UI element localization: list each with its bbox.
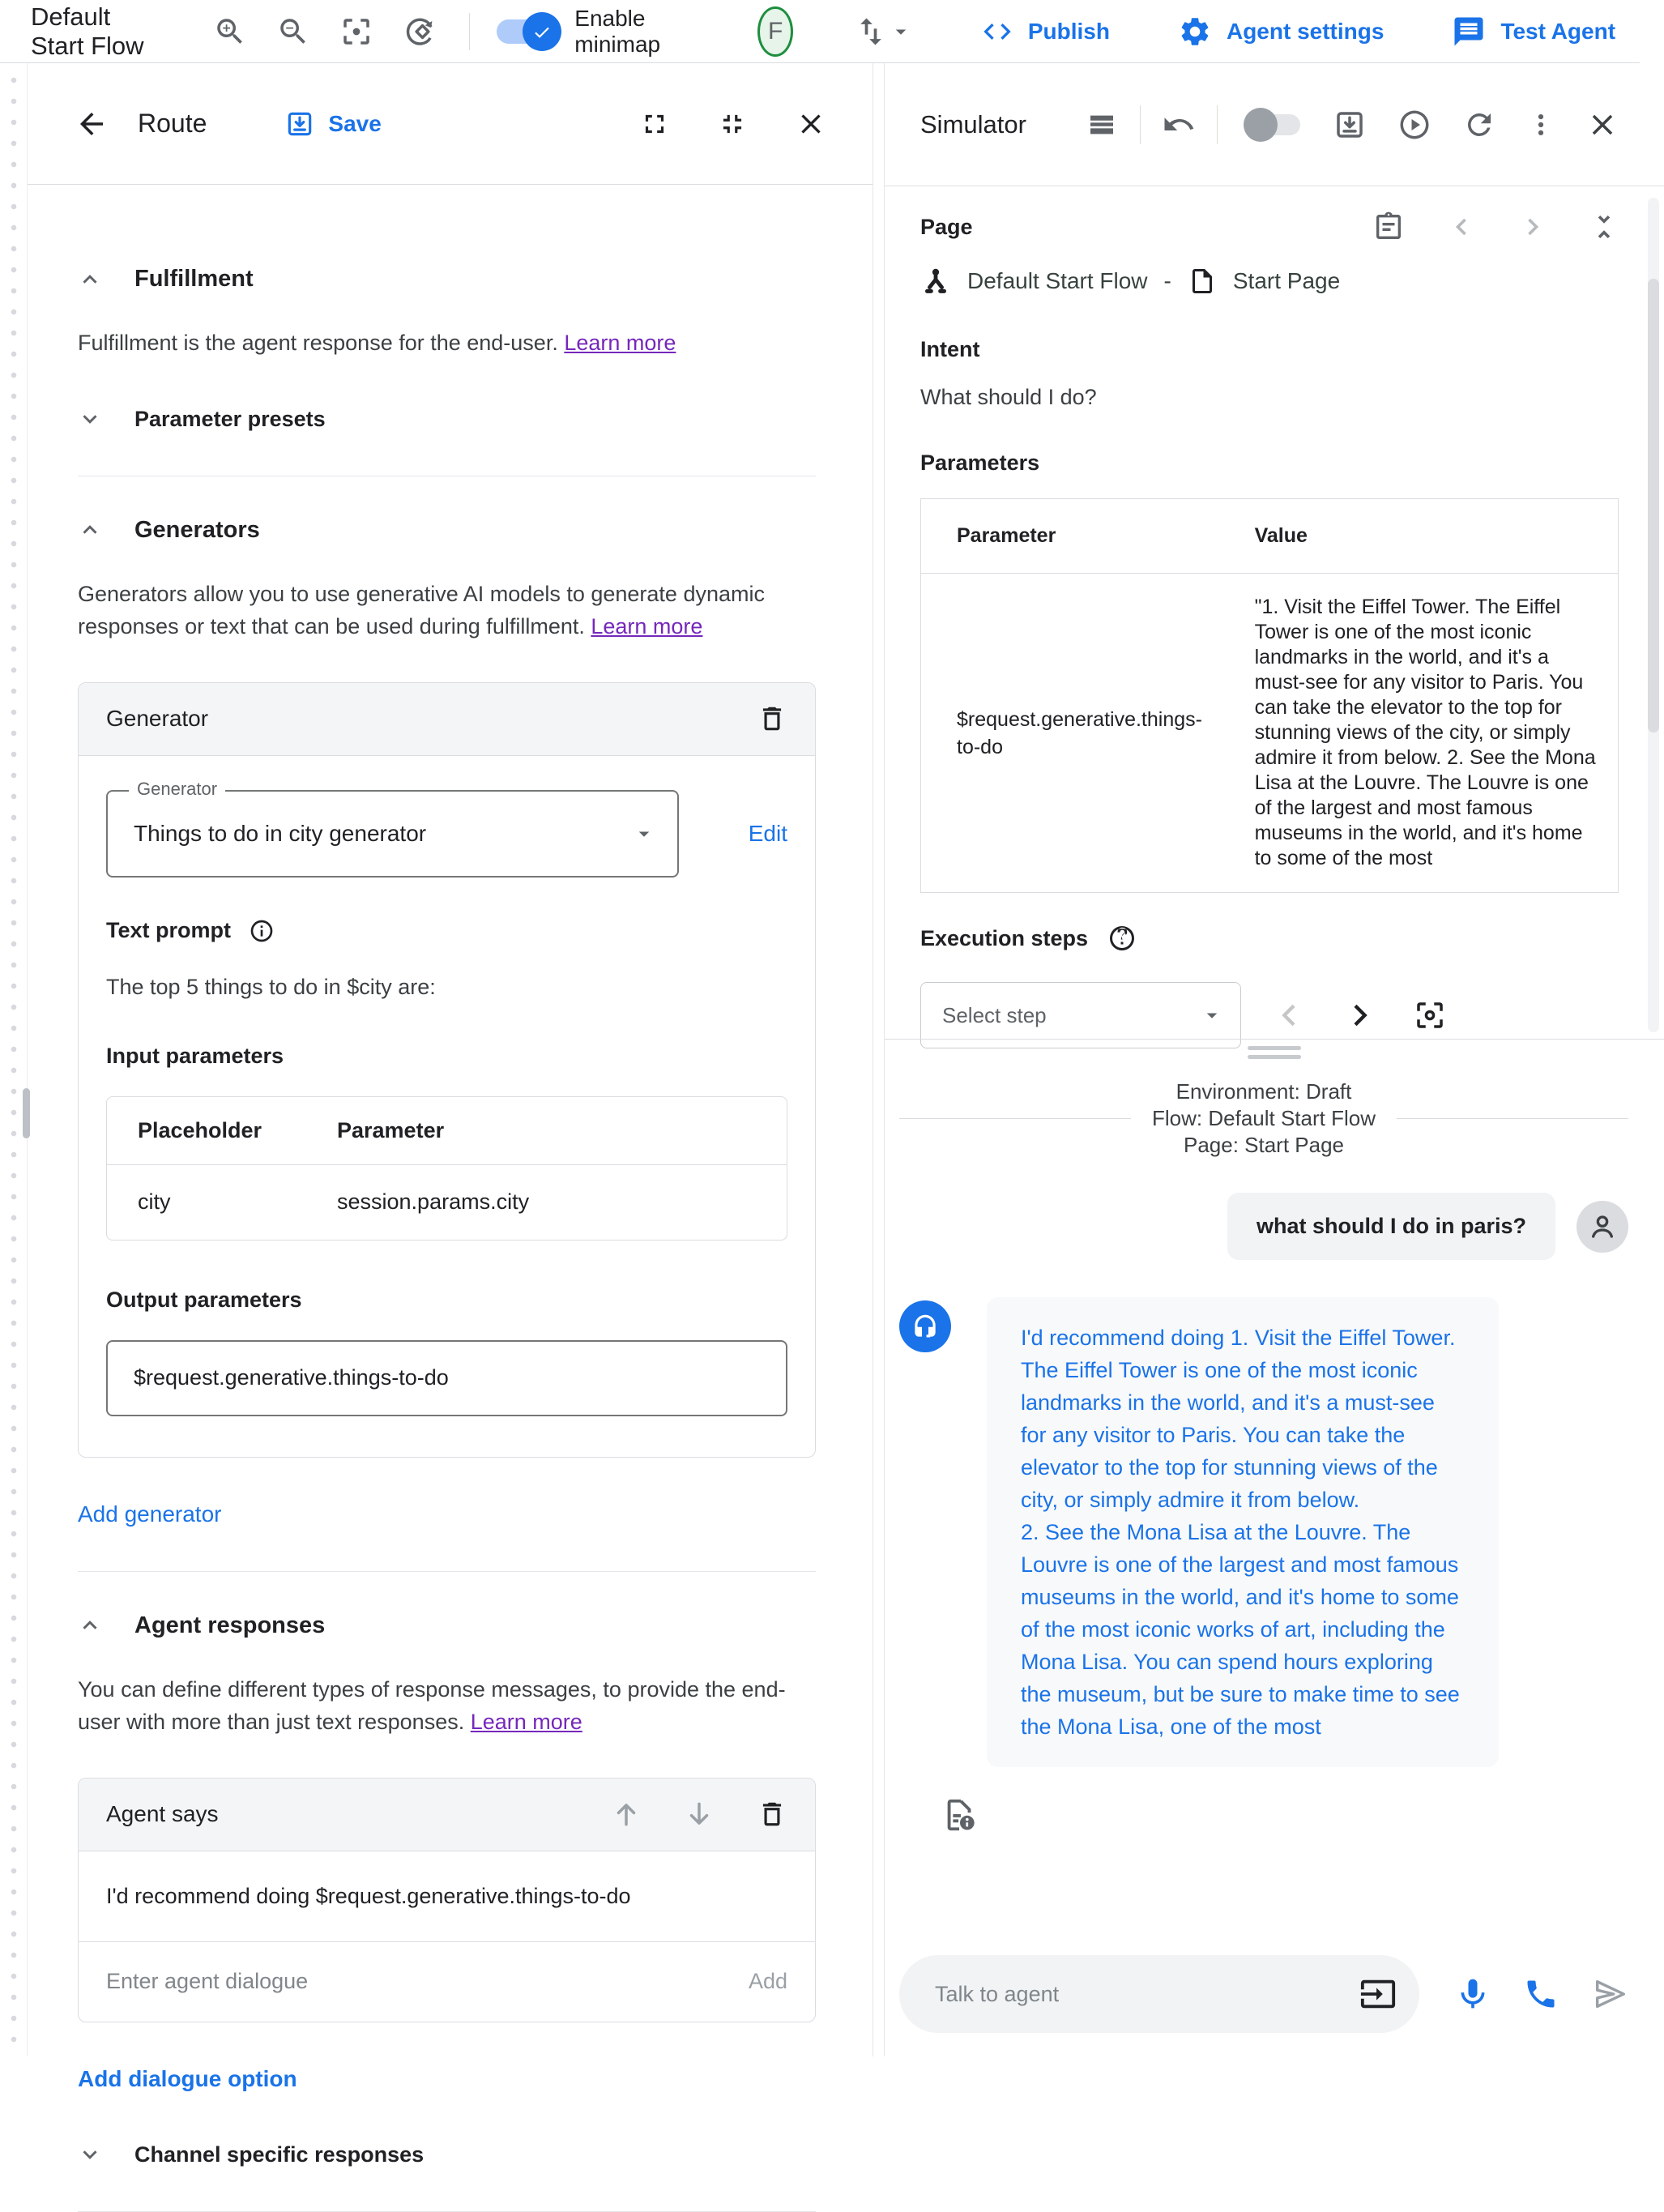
divider-line	[1397, 1118, 1628, 1119]
save-label: Save	[328, 110, 382, 136]
test-agent-button[interactable]	[1452, 15, 1615, 49]
avatar-initial: F	[767, 17, 783, 45]
page-label: Page	[920, 214, 973, 239]
page-context-label: Page: Start Page	[1183, 1133, 1345, 1157]
close-icon[interactable]	[795, 108, 827, 140]
delete-icon[interactable]	[757, 1799, 787, 1830]
page-icon	[1188, 267, 1217, 296]
more-vert-icon[interactable]	[1527, 108, 1555, 142]
chevron-down-icon	[78, 2142, 102, 2167]
agent-message-row	[899, 1297, 1628, 1767]
mic-icon[interactable]	[1455, 1976, 1491, 2012]
move-up-icon[interactable]	[611, 1799, 642, 1830]
chevron-down-icon	[889, 19, 913, 44]
parameters-table-header	[921, 499, 1618, 574]
talk-to-agent-field[interactable]	[899, 1955, 1419, 2033]
fulfillment-section-toggle[interactable]	[78, 266, 816, 293]
publish-label: Publish	[1027, 18, 1110, 44]
parameter-name: $request.generative.things-to-do	[957, 707, 1202, 758]
clipboard-icon[interactable]	[1372, 211, 1405, 243]
conversation-area	[885, 1040, 1664, 1945]
reset-zoom-icon[interactable]	[403, 15, 437, 49]
dropdown-caret-icon	[1200, 1003, 1224, 1027]
session-context	[899, 1078, 1628, 1159]
agent-responses-heading: Agent responses	[134, 1612, 326, 1638]
dropdown-caret-icon	[632, 822, 656, 846]
toolbar-divider	[469, 13, 470, 50]
chevron-down-icon	[78, 407, 102, 431]
save-conversation-icon[interactable]	[1333, 108, 1367, 142]
generators-heading: Generators	[134, 516, 260, 543]
agent-responses-description	[78, 1673, 816, 1739]
fulfillment-description	[78, 327, 816, 360]
save-button[interactable]	[284, 109, 381, 139]
delete-icon[interactable]	[757, 703, 787, 734]
parameters-table-row	[921, 574, 1618, 892]
parameter-column-header: Parameter	[957, 524, 1056, 547]
agent-message-bubble	[987, 1297, 1499, 1767]
simulator-title: Simulator	[920, 109, 1026, 139]
agent-settings-label: Agent settings	[1226, 18, 1385, 44]
undo-icon[interactable]	[1162, 108, 1196, 142]
current-page-name[interactable]: Start Page	[1232, 268, 1341, 293]
placeholder-cell: city	[138, 1189, 171, 1214]
headset-icon	[910, 1311, 941, 1342]
table-row[interactable]	[107, 1165, 787, 1240]
collapse-panel-icon[interactable]	[717, 109, 748, 139]
step-next-icon[interactable]	[1343, 999, 1376, 1031]
agent-responses-section-toggle[interactable]	[78, 1612, 816, 1639]
breadcrumb-separator: -	[1163, 268, 1171, 293]
generator-select-value: Things to do in city generator	[134, 820, 427, 846]
output-parameter-field[interactable]	[106, 1340, 787, 1416]
zoom-in-icon[interactable]	[213, 15, 247, 49]
generators-description	[78, 578, 816, 643]
add-dialogue-option-link[interactable]: Add dialogue option	[78, 2065, 297, 2091]
select-step-label: Select step	[942, 1002, 1047, 1027]
info-icon[interactable]	[249, 918, 275, 944]
user-avatar	[1577, 1201, 1628, 1253]
agent-settings-button[interactable]	[1178, 15, 1384, 49]
enable-minimap-label: Enable minimap	[574, 5, 661, 57]
publish-button[interactable]	[981, 15, 1110, 48]
output-parameter-value: $request.generative.things-to-do	[134, 1365, 449, 1390]
agent-avatar	[899, 1300, 951, 1352]
collapse-section-icon[interactable]	[1589, 212, 1619, 241]
input-submit-icon[interactable]	[1359, 1975, 1397, 2013]
simulator-page-section	[885, 186, 1664, 1039]
output-parameters-label: Output parameters	[106, 1287, 302, 1312]
swap-vert-icon	[853, 14, 889, 49]
check-icon	[531, 20, 553, 43]
agent-says-card	[78, 1778, 816, 2022]
center-focus-icon[interactable]	[339, 15, 373, 49]
agent-says-message[interactable]: I'd recommend doing $request.generative.things-to-do	[79, 1851, 815, 1942]
parameter-value: "1. Visit the Eiffel Tower. The Eiffel Tower is one of the most iconic landmarks in the world, and it's a must-see for any visitor to Paris. You can take the elevator to the top for stunning views of the city, or simply admire it from below. 2. See the Mona Lisa at the Louvre. The Louvre is one of the largest and most famous museums in the world, and it's home to some of the most	[1254, 596, 1596, 869]
add-generator-link[interactable]: Add generator	[78, 1501, 222, 1527]
enable-minimap-toggle[interactable]	[497, 19, 558, 44]
toolbar-divider	[1140, 105, 1141, 144]
text-prompt-label: Text prompt	[106, 918, 231, 942]
parameter-header: Parameter	[337, 1117, 445, 1142]
chevron-right-icon[interactable]	[1518, 212, 1547, 241]
input-parameters-label: Input parameters	[106, 1043, 284, 1068]
flow-canvas-strip	[0, 63, 28, 2056]
current-flow-name[interactable]: Default Start Flow	[967, 268, 1148, 293]
text-prompt-value: The top 5 things to do in $city are:	[106, 974, 436, 999]
route-panel	[28, 63, 873, 2167]
toggle-knob	[1244, 108, 1278, 142]
send-icon[interactable]	[1591, 1975, 1628, 2013]
focus-step-icon[interactable]	[1413, 998, 1447, 1032]
fulfillment-heading: Fulfillment	[134, 266, 254, 292]
route-panel-title: Route	[138, 109, 207, 138]
panel-splitter[interactable]	[885, 1039, 1664, 1040]
zoom-out-icon[interactable]	[276, 15, 310, 49]
user-message-bubble: what should I do in paris?	[1227, 1193, 1555, 1260]
response-info-icon[interactable]	[941, 1796, 1628, 1834]
intent-label: Intent	[920, 337, 980, 361]
fulfillment-description-text: Fulfillment is the agent response for the end-user.	[78, 331, 565, 355]
generators-description-text: Generators allow you to use generative AI models to generate dynamic responses or text that can be used during fulfillment.	[78, 581, 765, 638]
gear-icon	[1178, 15, 1212, 49]
section-divider	[78, 1571, 816, 1572]
generator-card-header	[79, 683, 815, 756]
chevron-up-icon	[78, 267, 102, 292]
close-icon[interactable]	[1585, 108, 1619, 142]
parameters-table	[920, 498, 1619, 893]
flow-icon	[920, 266, 951, 297]
agent-dialogue-input[interactable]	[106, 1969, 749, 1994]
generators-section-toggle[interactable]	[78, 517, 816, 544]
menu-icon[interactable]	[1085, 108, 1119, 142]
parameter-presets-label: Parameter presets	[134, 406, 326, 431]
intent-value: What should I do?	[920, 385, 1097, 409]
talk-to-agent-input[interactable]	[935, 1982, 1359, 2007]
test-agent-label: Test Agent	[1500, 18, 1616, 44]
toolbar-divider	[1217, 105, 1218, 144]
table-header-row	[107, 1097, 787, 1165]
environment-label: Environment: Draft	[1175, 1079, 1352, 1104]
simulator-header	[885, 63, 1664, 186]
agent-responses-learn-more-link[interactable]: Learn more	[470, 1710, 582, 1734]
document-info-icon	[941, 1796, 979, 1834]
phone-icon[interactable]	[1523, 1976, 1559, 2012]
user-avatar[interactable]	[757, 6, 792, 57]
chat-input-row	[885, 1945, 1664, 2056]
parameters-label: Parameters	[920, 451, 1040, 475]
scrollbar[interactable]	[1648, 198, 1659, 1032]
restart-icon[interactable]	[1462, 108, 1496, 142]
back-arrow-icon[interactable]	[75, 107, 109, 141]
generator-card	[78, 682, 816, 1458]
input-parameters-table	[106, 1096, 787, 1241]
value-column-header: Value	[1254, 524, 1308, 547]
agent-dialogue-row	[79, 1942, 815, 2022]
agent-responses-description-text: You can define different types of response messages, to provide the end-user with more than just text responses.	[78, 1676, 786, 1734]
fulfillment-learn-more-link[interactable]: Learn more	[564, 331, 676, 355]
channel-specific-toggle[interactable]	[78, 2142, 816, 2167]
agent-message-part2: 2. See the Mona Lisa at the Louvre. The Louvre is one of the largest and most famous museums in the world, and it's home to some of the most iconic works of art, including the Mona Lisa. You can spend hours exploring the museum, but be sure to make time to see the Mona Lisa, one of the most	[1021, 1520, 1460, 1739]
sort-flows-button[interactable]	[853, 14, 913, 49]
chevron-up-icon	[78, 518, 102, 542]
person-icon	[1586, 1211, 1619, 1243]
simulator-toggle[interactable]	[1247, 114, 1300, 135]
panel-resize-handle[interactable]	[23, 1088, 30, 1138]
chat-icon	[1452, 15, 1486, 49]
section-divider	[78, 2211, 816, 2212]
code-icon	[981, 15, 1013, 48]
generator-select-label: Generator	[129, 779, 225, 800]
agent-message-part1: I'd recommend doing 1. Visit the Eiffel Tower. The Eiffel Tower is one of the most iconic landmarks in the world, and it's a must-see for any visitor to Paris. You can take the elevator to the top for stunning views of the city, or simply admire it from below.	[1021, 1326, 1456, 1512]
generators-learn-more-link[interactable]: Learn more	[591, 614, 703, 638]
chevron-left-icon[interactable]	[1447, 212, 1476, 241]
channel-specific-label: Channel specific responses	[134, 2142, 425, 2167]
generator-select[interactable]	[106, 778, 679, 878]
execution-steps-label: Execution steps	[920, 925, 1089, 950]
help-icon[interactable]	[1107, 924, 1137, 953]
divider-line	[899, 1118, 1131, 1119]
play-icon[interactable]	[1397, 108, 1431, 142]
scrollbar-thumb[interactable]	[1648, 279, 1659, 732]
flow-label: Flow: Default Start Flow	[1152, 1106, 1376, 1130]
generator-card-title: Generator	[106, 706, 209, 731]
add-dialogue-button[interactable]: Add	[748, 1969, 787, 1993]
route-panel-content	[28, 185, 873, 2212]
agent-says-title: Agent says	[106, 1801, 219, 1826]
placeholder-header: Placeholder	[138, 1117, 262, 1142]
fullscreen-icon[interactable]	[639, 109, 670, 139]
flow-title: Default Start Flow	[31, 2, 144, 60]
toggle-knob	[523, 12, 561, 51]
agent-says-card-header	[79, 1779, 815, 1851]
save-icon	[284, 109, 315, 139]
parameter-cell: session.params.city	[337, 1189, 530, 1214]
edit-generator-link[interactable]: Edit	[748, 820, 787, 846]
move-down-icon[interactable]	[684, 1799, 715, 1830]
chevron-up-icon	[78, 1613, 102, 1638]
step-prev-icon[interactable]	[1274, 999, 1306, 1031]
workspace	[0, 63, 1640, 2167]
top-toolbar	[0, 0, 1640, 63]
splitter-handle[interactable]	[1248, 1046, 1301, 1064]
parameter-presets-toggle[interactable]	[78, 407, 816, 432]
user-message-row	[899, 1193, 1628, 1260]
route-panel-header	[28, 63, 873, 185]
simulator-panel	[884, 63, 1664, 2056]
